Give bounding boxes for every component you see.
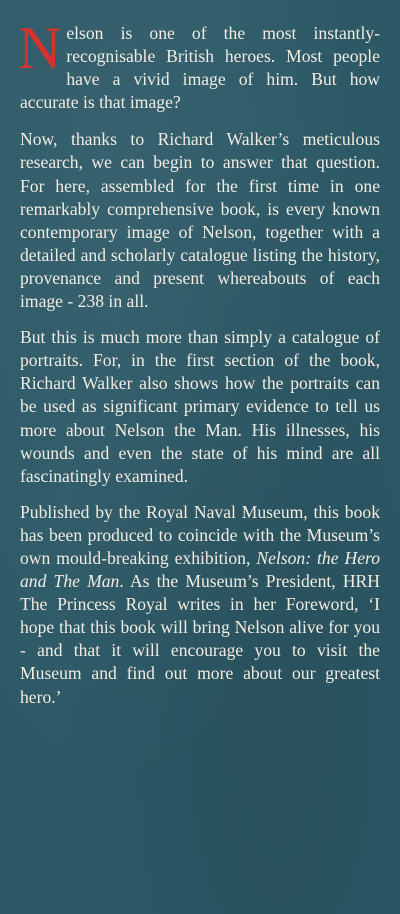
paragraph-publication xyxy=(20,501,380,709)
paragraph-portraits-text: But this is much more than simply a catalogue of portraits. For, in the first section of the book, Richard Walker also shows how the portraits can be used as significant primary evidence to tell us more about Nelson the Man. His illnesses, his wounds and even the state of his mind are all fascinatingly examined. xyxy=(20,327,380,486)
paragraph-publication-after: . As the Museum’s President, HRH The Princess Royal writes in her Foreword, ‘I hope that this book will bring Nelson alive for you - and that it will encourage you to visit the Museum and find out more about our greatest hero.’ xyxy=(20,571,380,707)
paragraph-research xyxy=(20,128,380,313)
paragraph-intro-text: elson is one of the most instantly-recognisable British heroes. Most people have a vivid image of him. But how accurate is that image? xyxy=(20,23,380,113)
paragraph-research-text: Now, thanks to Richard Walker’s meticulous research, we can begin to answer that question. For here, assembled for the first time in one remarkably comprehensive book, is every known contemporary image of Nelson, together with a detailed and scholarly catalogue listing the history, provenance and present whereabouts of each image - 238 in all. xyxy=(20,129,380,312)
exhibition-title: Nelson: the Hero and The Man xyxy=(20,547,380,592)
drop-cap: N xyxy=(18,15,62,81)
paragraph-portraits xyxy=(20,326,380,488)
paragraph-intro xyxy=(18,15,380,114)
paragraph-publication-before: Published by the Royal Naval Museum, this book has been produced to coincide with the Museum’s own mould-breaking exhibition, xyxy=(20,501,380,568)
